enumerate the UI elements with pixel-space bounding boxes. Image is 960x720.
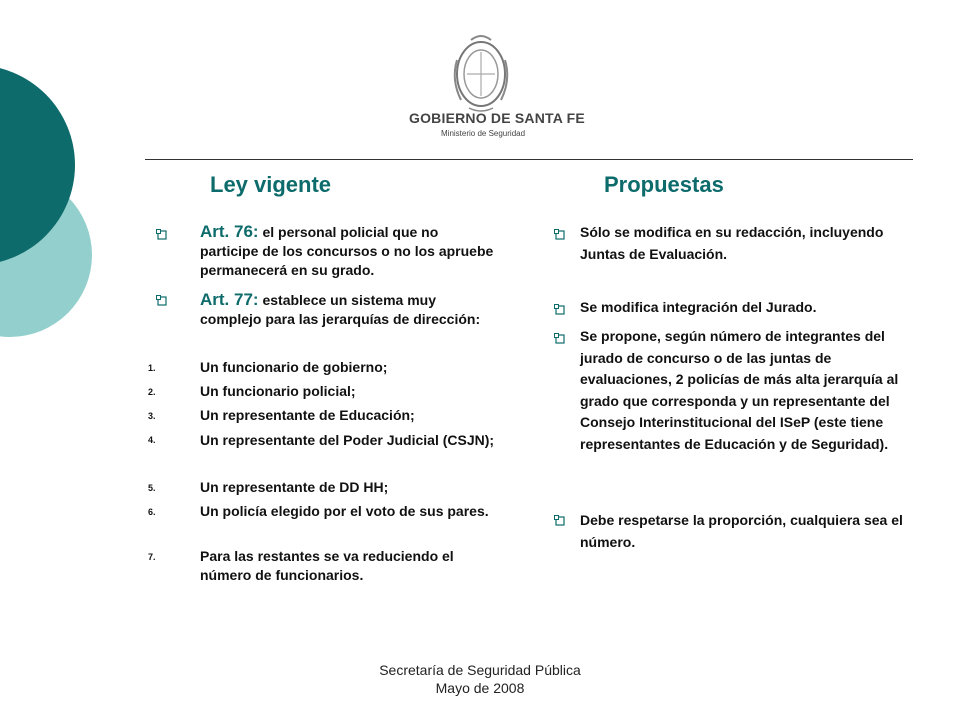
list-item: Un representante del Poder Judicial (CSJN); [200,432,495,448]
government-logo [405,30,585,142]
list-item: Un funcionario de gobierno; [200,359,388,375]
square-bullet-icon [156,295,168,307]
square-bullet-icon [554,333,566,345]
footer-line-1: Secretaría de Seguridad Pública [379,662,581,678]
square-bullet-icon [554,229,566,241]
list-item: Un funcionario policial; [200,383,356,399]
footer-line-2: Mayo de 2008 [435,680,525,696]
heading-propuestas: Propuestas [604,172,724,197]
article-number: Art. 77: [200,290,259,309]
list-number: 5. [148,483,156,493]
list-number: 4. [148,435,156,445]
left-bullet-2 [200,290,500,329]
header-divider [145,159,913,160]
square-bullet-icon [156,229,168,241]
logo-subtitle: Ministerio de Seguridad [441,129,526,138]
left-bullet-1 [200,222,500,280]
list-number: 7. [148,552,156,562]
list-number: 2. [148,387,156,397]
list-number: 1. [148,363,156,373]
decorative-circles [0,0,120,420]
square-bullet-icon [554,515,566,527]
article-text: el personal policial que no participe de los concursos o no los apruebe permanecerá en su grado. [200,224,494,278]
article-number: Art. 76: [200,222,259,241]
list-number: 6. [148,507,156,517]
right-bullet-1: Sólo se modifica en su redacción, incluyendo Juntas de Evaluación. [580,224,884,262]
provincial-seal-icon [445,30,517,116]
square-bullet-icon [554,304,566,316]
right-bullet-4: Debe respetarse la proporción, cualquiera sea el número. [580,512,903,550]
list-number: 3. [148,411,156,421]
logo-title: GOBIERNO DE SANTA FE [409,110,585,126]
list-item: Para las restantes se va reduciendo el número de funcionarios. [200,548,454,583]
right-bullet-2: Se modifica integración del Jurado. [580,299,817,315]
right-bullet-3: Se propone, según número de integrantes del jurado de concurso o de las juntas de evaluaciones, 2 policías de más alta jerarquía al grado que corresponda y un representante del Consejo Interinstitucional del ISeP (este tiene representantes de Educación y de Seguridad). [580,328,899,452]
article-text: establece un sistema muy complejo para las jerarquías de dirección: [200,292,481,327]
list-item: Un policía elegido por el voto de sus pares. [200,503,489,519]
list-item: Un representante de Educación; [200,407,415,423]
list-item: Un representante de DD HH; [200,479,389,495]
heading-ley-vigente: Ley vigente [210,172,332,197]
